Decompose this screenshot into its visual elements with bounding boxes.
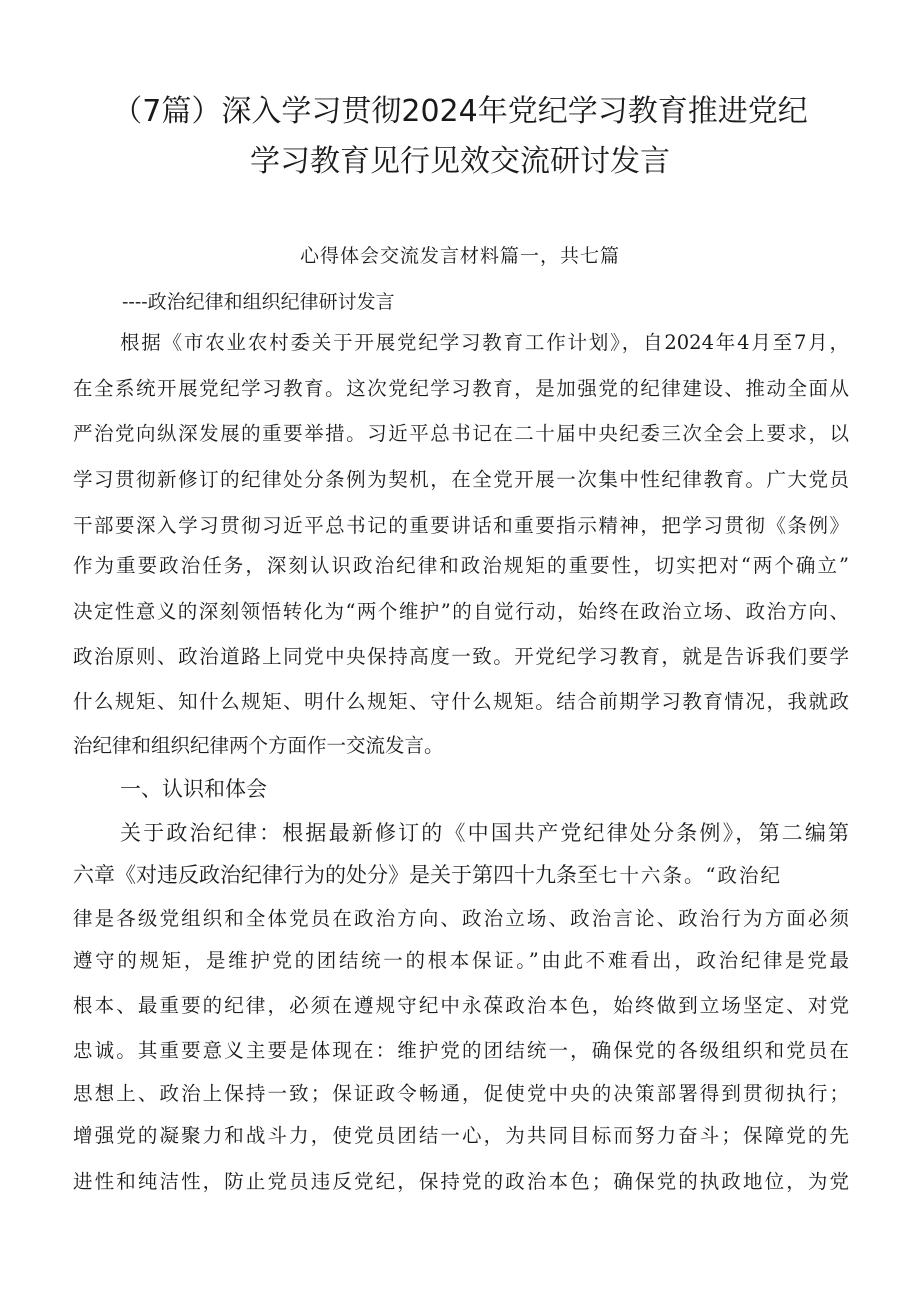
paragraph-line: 治纪律和组织纪律两个方面作一交流发言。 — [73, 734, 444, 757]
paragraph-line: 思想上、政治上保持一致；保证政令畅通，促使党中央的决策部署得到贯彻执行； — [73, 1082, 849, 1105]
document-subtitle: 心得体会交流发言材料篇一，共七篇 — [299, 245, 620, 267]
paragraph-line-sans-part: 六章《对违反政治纪律行为的处分》是关于第四十九条至 — [73, 863, 598, 887]
paragraph-line: 什么规矩、知什么规矩、明什么规矩、守什么规矩。结合前期学习教育情况，我就政 — [73, 690, 849, 713]
paragraph-line: 学习贯彻新修订的纪律处分条例为契机，在全党开展一次集中性纪律教育。广大党员 — [73, 468, 849, 491]
paragraph-line: 遵守的规矩，是维护党的团结统一的根本保证。”由此不难看出，政治纪律是党最 — [73, 949, 849, 972]
paragraph-line: 关于政治纪律：根据最新修订的《中国共产党纪律处分条例》，第二编第 — [120, 821, 849, 845]
paragraph-line: 在全系统开展党纪学习教育。这次党纪学习教育，是加强党的纪律建设、推动全面从 — [73, 377, 849, 400]
paragraph-line: 根据《市农业农村委关于开展党纪学习教育工作计划》，自2024年4月至7月， — [120, 331, 849, 354]
paragraph-line: 干部要深入学习贯彻习近平总书记的重要讲话和重要指示精神，把学习贯彻《条例》 — [73, 514, 849, 537]
paragraph-line: 作为重要政治任务，深刻认识政治纪律和政治规矩的重要性，切实把对“两个确立” — [73, 554, 849, 577]
paragraph-line: 严治党向纵深发展的重要举措。习近平总书记在二十届中央纪委三次全会上要求，以 — [73, 422, 849, 445]
paragraph-line: 进性和纯洁性，防止党员违反党纪，保持党的政治本色；确保党的执政地位，为党 — [73, 1170, 849, 1193]
paragraph-line: 增强党的凝聚力和战斗力，使党员团结一心，为共同目标而努力奋斗；保障党的先 — [73, 1124, 849, 1147]
paragraph-line-serif-part: 七十六条。“政治纪 — [598, 864, 782, 887]
paragraph-line-mixed — [73, 859, 849, 891]
paragraph-line: 政治原则、政治道路上同党中央保持高度一致。开党纪学习教育，就是告诉我们要学 — [73, 645, 849, 668]
document-title-line-2: 学习教育见行见效交流研讨发言 — [250, 144, 670, 179]
document-subheading: ----政治纪律和组织纪律研讨发言 — [122, 291, 395, 313]
paragraph-line: 忠诚。其重要意义主要是体现在：维护党的团结统一，确保党的各级组织和党员在 — [73, 1039, 849, 1062]
paragraph-line: 律是各级党组织和全体党员在政治方向、政治立场、政治言论、政治行为方面必须 — [73, 907, 849, 930]
document-title-line-1: （7篇）深入学习贯彻2024年党纪学习教育推进党纪 — [112, 94, 808, 129]
paragraph-line: 根本、最重要的纪律，必须在遵规守纪中永葆政治本色，始终做到立场坚定、对党 — [73, 994, 849, 1017]
paragraph-line: 决定性意义的深刻领悟转化为“两个维护”的自觉行动，始终在政治立场、政治方向、 — [73, 600, 849, 623]
section-heading: 一、认识和体会 — [120, 777, 267, 801]
